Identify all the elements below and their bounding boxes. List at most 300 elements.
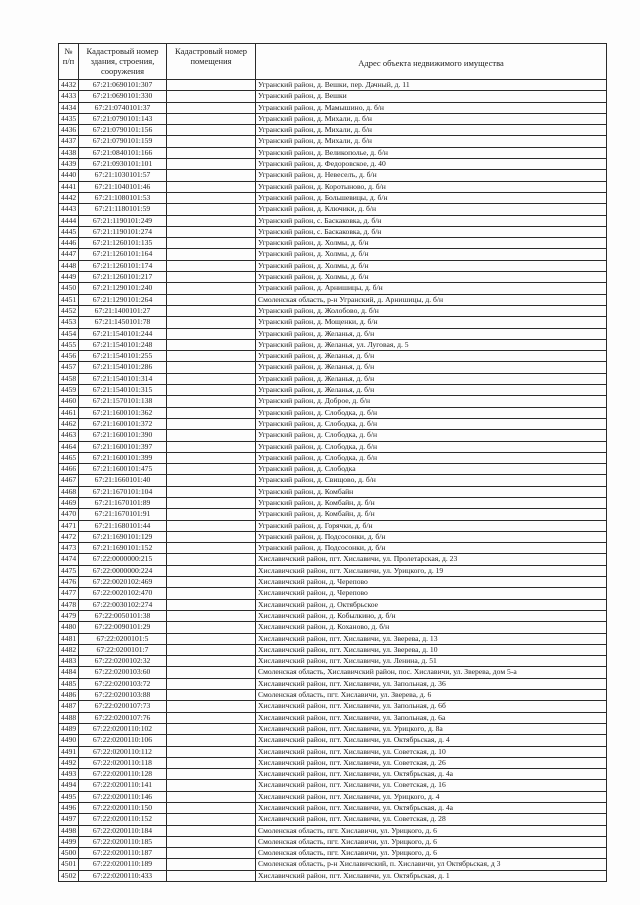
- cadastral-room-number: [167, 701, 256, 712]
- property-address: Угранский район, д. Комбайн, д. б/н: [256, 509, 607, 520]
- property-address: Смоленская область, пгт. Хиславичи, ул. Зверева, д. 6: [256, 690, 607, 701]
- table-row: [59, 690, 607, 701]
- property-address: Смоленская область, пгт. Хиславичи, ул. Урицкого, д. 6: [256, 836, 607, 847]
- cadastral-building-number: 67:22:0200110:146: [79, 791, 167, 802]
- property-address: Хиславичский район, пгт. Хиславичи, ул. Зверева, д. 13: [256, 633, 607, 644]
- cadastral-building-number: 67:21:1030101:57: [79, 170, 167, 181]
- cadastral-building-number: 67:21:0690101:307: [79, 80, 167, 91]
- cadastral-building-number: 67:21:1670101:91: [79, 509, 167, 520]
- table-row: [59, 418, 607, 429]
- table-row: [59, 475, 607, 486]
- table-row: [59, 712, 607, 723]
- table-row: [59, 125, 607, 136]
- property-address: Угранский район, д. Комбайн: [256, 486, 607, 497]
- cadastral-building-number: 67:21:1190101:274: [79, 226, 167, 237]
- cadastral-room-number: [167, 452, 256, 463]
- property-address: Угранский район, д. Слободка, д. б/н: [256, 441, 607, 452]
- cadastral-room-number: [167, 147, 256, 158]
- table-row: [59, 486, 607, 497]
- cadastral-room-number: [167, 859, 256, 870]
- cadastral-building-number: 67:21:1600101:475: [79, 464, 167, 475]
- row-number: 4458: [59, 373, 79, 384]
- cadastral-building-number: 67:21:1190101:249: [79, 215, 167, 226]
- row-number: 4442: [59, 192, 79, 203]
- cadastral-building-number: 67:22:0020102:469: [79, 577, 167, 588]
- row-number: 4498: [59, 825, 79, 836]
- cadastral-room-number: [167, 622, 256, 633]
- row-number: 4493: [59, 769, 79, 780]
- row-number: 4461: [59, 407, 79, 418]
- property-address: Угранский район, д. Слободка, д. б/н: [256, 418, 607, 429]
- row-number: 4462: [59, 418, 79, 429]
- table-row: [59, 746, 607, 757]
- row-number: 4480: [59, 622, 79, 633]
- property-address: Хиславичский район, д. Октябрьское: [256, 599, 607, 610]
- table-row: [59, 859, 607, 870]
- table-row: [59, 723, 607, 734]
- cadastral-building-number: 67:21:0840101:166: [79, 147, 167, 158]
- cadastral-building-number: 67:22:0200110:141: [79, 780, 167, 791]
- cadastral-room-number: [167, 125, 256, 136]
- property-address: Угранский район, д. Холмы, д. б/н: [256, 260, 607, 271]
- row-number: 4490: [59, 735, 79, 746]
- table-row: [59, 305, 607, 316]
- row-number: 4475: [59, 565, 79, 576]
- cadastral-building-number: 67:22:0200103:88: [79, 690, 167, 701]
- table-row: [59, 554, 607, 565]
- row-number: 4446: [59, 238, 79, 249]
- row-number: 4495: [59, 791, 79, 802]
- table-row: [59, 373, 607, 384]
- row-number: 4455: [59, 339, 79, 350]
- cadastral-room-number: [167, 599, 256, 610]
- property-address: Угранский район, д. Слободка: [256, 464, 607, 475]
- table-header: [59, 44, 607, 80]
- property-address: Угранский район, д. Подсосонки, д. б/н: [256, 531, 607, 542]
- cadastral-room-number: [167, 565, 256, 576]
- row-number: 4435: [59, 113, 79, 124]
- cadastral-room-number: [167, 486, 256, 497]
- row-number: 4454: [59, 328, 79, 339]
- row-number: 4439: [59, 159, 79, 170]
- cadastral-room-number: [167, 80, 256, 91]
- cadastral-room-number: [167, 170, 256, 181]
- cadastral-building-number: 67:22:0200110:433: [79, 870, 167, 881]
- row-number: 4477: [59, 588, 79, 599]
- property-address: Угранский район, д. Михали, д. б/н: [256, 125, 607, 136]
- table-row: [59, 757, 607, 768]
- cadastral-room-number: [167, 260, 256, 271]
- row-number: 4491: [59, 746, 79, 757]
- cadastral-room-number: [167, 102, 256, 113]
- header-cadastral-building: Кадастровый номер здания, строения, сооружения: [79, 44, 167, 80]
- table-row: [59, 430, 607, 441]
- property-address: Угранский район, д. Ключики, д. б/н: [256, 204, 607, 215]
- table-row: [59, 260, 607, 271]
- table-row: [59, 317, 607, 328]
- row-number: 4465: [59, 452, 79, 463]
- table-row: [59, 610, 607, 621]
- table-row: [59, 622, 607, 633]
- property-address: Угранский район, д. Михали, д. б/н: [256, 136, 607, 147]
- cadastral-building-number: 67:22:0200110:118: [79, 757, 167, 768]
- cadastral-room-number: [167, 91, 256, 102]
- cadastral-building-number: 67:21:1690101:129: [79, 531, 167, 542]
- property-address: Хиславичский район, пгт. Хиславичи, ул. Запольная, д. 6а: [256, 712, 607, 723]
- row-number: 4450: [59, 283, 79, 294]
- cadastral-building-number: 67:21:1290101:240: [79, 283, 167, 294]
- row-number: 4499: [59, 836, 79, 847]
- table-row: [59, 102, 607, 113]
- table-row: [59, 701, 607, 712]
- cadastral-building-number: 67:21:1260101:135: [79, 238, 167, 249]
- cadastral-building-number: 67:21:1540101:286: [79, 362, 167, 373]
- row-number: 4484: [59, 667, 79, 678]
- table-row: [59, 238, 607, 249]
- table-row: [59, 497, 607, 508]
- property-address: Хиславичский район, пгт. Хиславичи, ул. Советская, д. 10: [256, 746, 607, 757]
- cadastral-room-number: [167, 554, 256, 565]
- cadastral-room-number: [167, 238, 256, 249]
- cadastral-room-number: [167, 407, 256, 418]
- row-number: 4457: [59, 362, 79, 373]
- cadastral-room-number: [167, 181, 256, 192]
- header-cadastral-room: Кадастровый номер помещения: [167, 44, 256, 80]
- row-number: 4483: [59, 656, 79, 667]
- cadastral-room-number: [167, 870, 256, 881]
- cadastral-building-number: 67:21:0930101:101: [79, 159, 167, 170]
- property-address: Смоленская область, пгт. Хиславичи, ул. Урицкого, д. 6: [256, 825, 607, 836]
- cadastral-room-number: [167, 351, 256, 362]
- cadastral-room-number: [167, 543, 256, 554]
- cadastral-building-number: 67:22:0200101:5: [79, 633, 167, 644]
- cadastral-building-number: 67:22:0200110:189: [79, 859, 167, 870]
- property-address: Хиславичский район, пгт. Хиславичи, ул. Октябрьская, д. 4а: [256, 769, 607, 780]
- property-address: Угранский район, д. Вешки: [256, 91, 607, 102]
- row-number: 4488: [59, 712, 79, 723]
- property-address: Угранский район, д. Мощенки, д. б/н: [256, 317, 607, 328]
- row-number: 4436: [59, 125, 79, 136]
- cadastral-room-number: [167, 317, 256, 328]
- row-number: 4497: [59, 814, 79, 825]
- row-number: 4443: [59, 204, 79, 215]
- table-row: [59, 780, 607, 791]
- property-address: Хиславичский район, пгт. Хиславичи, ул. Октябрьская, д. 1: [256, 870, 607, 881]
- property-address: Угранский район, д. Арнишицы, д. б/н: [256, 283, 607, 294]
- property-address: Угранский район, д. Федоровское, д. 40: [256, 159, 607, 170]
- header-number: № п/п: [59, 44, 79, 80]
- property-address: Хиславичский район, пгт. Хиславичи, ул. Октябрьская, д. 4а: [256, 803, 607, 814]
- cadastral-building-number: 67:21:1670101:89: [79, 497, 167, 508]
- row-number: 4464: [59, 441, 79, 452]
- cadastral-room-number: [167, 531, 256, 542]
- table-row: [59, 848, 607, 859]
- cadastral-building-number: 67:22:0050101:38: [79, 610, 167, 621]
- row-number: 4432: [59, 80, 79, 91]
- cadastral-building-number: 67:22:0020102:470: [79, 588, 167, 599]
- header-address: Адрес объекта недвижимого имущества: [256, 44, 607, 80]
- cadastral-room-number: [167, 249, 256, 260]
- table-row: [59, 656, 607, 667]
- table-row: [59, 396, 607, 407]
- row-number: 4463: [59, 430, 79, 441]
- cadastral-room-number: [167, 848, 256, 859]
- row-number: 4486: [59, 690, 79, 701]
- table-row: [59, 385, 607, 396]
- table-row: [59, 362, 607, 373]
- property-address: Угранский район, д. Михали, д. б/н: [256, 113, 607, 124]
- table-row: [59, 644, 607, 655]
- row-number: 4502: [59, 870, 79, 881]
- cadastral-building-number: 67:22:0200110:112: [79, 746, 167, 757]
- cadastral-room-number: [167, 520, 256, 531]
- property-register-table: [58, 43, 607, 882]
- property-address: Угранский район, д. Холмы, д. б/н: [256, 249, 607, 260]
- row-number: 4459: [59, 385, 79, 396]
- table-row: [59, 791, 607, 802]
- table-row: [59, 294, 607, 305]
- cadastral-building-number: 67:21:1600101:362: [79, 407, 167, 418]
- property-address: Хиславичский район, пгт. Хиславичи, ул. Урицкого, д. 19: [256, 565, 607, 576]
- property-address: Угранский район, д. Горячки, д. б/н: [256, 520, 607, 531]
- table-row: [59, 91, 607, 102]
- property-address: Хиславичский район, пгт. Хиславичи, ул. Октябрьская, д. 4: [256, 735, 607, 746]
- property-address: Угранский район, д. Подсосонки, д. б/н: [256, 543, 607, 554]
- table-row: [59, 351, 607, 362]
- property-address: Смоленская область, пгт. Хиславичи, ул. Урицкого, д. 6: [256, 848, 607, 859]
- cadastral-room-number: [167, 430, 256, 441]
- property-address: Угранский район, д. Доброе, д. б/н: [256, 396, 607, 407]
- cadastral-building-number: 67:21:0690101:330: [79, 91, 167, 102]
- row-number: 4487: [59, 701, 79, 712]
- row-number: 4467: [59, 475, 79, 486]
- table-row: [59, 769, 607, 780]
- table-row: [59, 136, 607, 147]
- property-address: Угранский район, д. Слободка, д. б/н: [256, 430, 607, 441]
- cadastral-room-number: [167, 588, 256, 599]
- cadastral-building-number: 67:22:0200110:185: [79, 836, 167, 847]
- property-address: Угранский район, д. Слободка, д. б/н: [256, 407, 607, 418]
- cadastral-building-number: 67:22:0200101:7: [79, 644, 167, 655]
- table-row: [59, 531, 607, 542]
- property-address: Угранский район, с. Баскаковка, д. б/н: [256, 226, 607, 237]
- cadastral-room-number: [167, 723, 256, 734]
- cadastral-room-number: [167, 656, 256, 667]
- cadastral-building-number: 67:21:1450101:78: [79, 317, 167, 328]
- cadastral-room-number: [167, 294, 256, 305]
- table-row: [59, 520, 607, 531]
- table-row: [59, 80, 607, 91]
- property-address: Угранский район, д. Коротыново, д. б/н: [256, 181, 607, 192]
- property-address: Угранский район, д. Комбайн, д. б/н: [256, 497, 607, 508]
- cadastral-building-number: 67:22:0200102:32: [79, 656, 167, 667]
- cadastral-room-number: [167, 328, 256, 339]
- property-address: Угранский район, д. Вешки, пер. Дачный, д. 11: [256, 80, 607, 91]
- row-number: 4437: [59, 136, 79, 147]
- table-row: [59, 113, 607, 124]
- cadastral-building-number: 67:21:1600101:390: [79, 430, 167, 441]
- cadastral-building-number: 67:22:0200110:128: [79, 769, 167, 780]
- cadastral-building-number: 67:21:1540101:315: [79, 385, 167, 396]
- table-row: [59, 407, 607, 418]
- cadastral-building-number: 67:21:1540101:248: [79, 339, 167, 350]
- cadastral-building-number: 67:22:0000000:224: [79, 565, 167, 576]
- cadastral-building-number: 67:21:1540101:314: [79, 373, 167, 384]
- table-row: [59, 588, 607, 599]
- property-address: Угранский район, д. Желанья, ул. Луговая, д. 5: [256, 339, 607, 350]
- cadastral-room-number: [167, 464, 256, 475]
- property-address: Угранский район, д. Желанья, д. б/н: [256, 385, 607, 396]
- property-address: Хиславичский район, пгт. Хиславичи, ул. Урицкого, д. 8а: [256, 723, 607, 734]
- table-row: [59, 441, 607, 452]
- cadastral-building-number: 67:21:1260101:217: [79, 272, 167, 283]
- cadastral-building-number: 67:21:1080101:53: [79, 192, 167, 203]
- property-address: Угранский район, д. Великополье, д. б/н: [256, 147, 607, 158]
- cadastral-room-number: [167, 814, 256, 825]
- cadastral-room-number: [167, 339, 256, 350]
- cadastral-building-number: 67:21:0740101:37: [79, 102, 167, 113]
- table-row: [59, 825, 607, 836]
- cadastral-room-number: [167, 283, 256, 294]
- property-address: Смоленская область, р-н Угранский, д. Арнишицы, д. б/н: [256, 294, 607, 305]
- property-address: Угранский район, д. Жолобово, д. б/н: [256, 305, 607, 316]
- row-number: 4469: [59, 497, 79, 508]
- row-number: 4481: [59, 633, 79, 644]
- table-row: [59, 464, 607, 475]
- cadastral-building-number: 67:21:1600101:399: [79, 452, 167, 463]
- cadastral-room-number: [167, 441, 256, 452]
- table-row: [59, 509, 607, 520]
- cadastral-building-number: 67:22:0200110:106: [79, 735, 167, 746]
- row-number: 4478: [59, 599, 79, 610]
- table-row: [59, 836, 607, 847]
- cadastral-building-number: 67:21:1690101:152: [79, 543, 167, 554]
- property-address: Угранский район, д. Желанья, д. б/н: [256, 351, 607, 362]
- table-row: [59, 204, 607, 215]
- cadastral-room-number: [167, 159, 256, 170]
- cadastral-room-number: [167, 803, 256, 814]
- property-address: Смоленская область, Хиславичский район, пос. Хиславичи, ул. Зверева, дом 5-а: [256, 667, 607, 678]
- cadastral-building-number: 67:21:1670101:104: [79, 486, 167, 497]
- cadastral-building-number: 67:21:0790101:156: [79, 125, 167, 136]
- table-row: [59, 181, 607, 192]
- row-number: 4453: [59, 317, 79, 328]
- property-address: Хиславичский район, пгт. Хиславичи, ул. Запольная, д. 36: [256, 678, 607, 689]
- cadastral-room-number: [167, 825, 256, 836]
- cadastral-room-number: [167, 791, 256, 802]
- row-number: 4452: [59, 305, 79, 316]
- property-address: Хиславичский район, пгт. Хиславичи, ул. Ленина, д. 51: [256, 656, 607, 667]
- table-row: [59, 215, 607, 226]
- cadastral-building-number: 67:21:1600101:372: [79, 418, 167, 429]
- cadastral-building-number: 67:22:0000000:215: [79, 554, 167, 565]
- property-address: Хиславичский район, пгт. Хиславичи, ул. Советская, д. 26: [256, 757, 607, 768]
- cadastral-building-number: 67:22:0200107:76: [79, 712, 167, 723]
- cadastral-room-number: [167, 136, 256, 147]
- table-row: [59, 814, 607, 825]
- cadastral-room-number: [167, 192, 256, 203]
- cadastral-room-number: [167, 418, 256, 429]
- cadastral-building-number: 67:21:1290101:264: [79, 294, 167, 305]
- row-number: 4501: [59, 859, 79, 870]
- table-row: [59, 633, 607, 644]
- row-number: 4447: [59, 249, 79, 260]
- property-address: Угранский район, д. Желанья, д. б/н: [256, 328, 607, 339]
- property-address: Хиславичский район, пгт. Хиславичи, ул. Советская, д. 28: [256, 814, 607, 825]
- cadastral-room-number: [167, 757, 256, 768]
- table-row: [59, 577, 607, 588]
- table-row: [59, 599, 607, 610]
- table-row: [59, 170, 607, 181]
- table-row: [59, 159, 607, 170]
- property-address: Угранский район, д. Невеселъ, д. б/н: [256, 170, 607, 181]
- table-row: [59, 226, 607, 237]
- cadastral-room-number: [167, 735, 256, 746]
- property-address: Хиславичский район, пгт. Хиславичи, ул. Запольная, д. 6б: [256, 701, 607, 712]
- cadastral-room-number: [167, 509, 256, 520]
- cadastral-building-number: 67:21:1540101:255: [79, 351, 167, 362]
- cadastral-building-number: 67:21:1570101:138: [79, 396, 167, 407]
- table-row: [59, 192, 607, 203]
- cadastral-building-number: 67:22:0200103:60: [79, 667, 167, 678]
- cadastral-room-number: [167, 690, 256, 701]
- property-address: Хиславичский район, д. Черепово: [256, 588, 607, 599]
- row-number: 4470: [59, 509, 79, 520]
- cadastral-room-number: [167, 385, 256, 396]
- table-row: [59, 272, 607, 283]
- table-row: [59, 249, 607, 260]
- table-row: [59, 803, 607, 814]
- row-number: 4451: [59, 294, 79, 305]
- property-address: Угранский район, д. Желанья, д. б/н: [256, 362, 607, 373]
- cadastral-room-number: [167, 712, 256, 723]
- cadastral-room-number: [167, 204, 256, 215]
- property-address: Угранский район, д. Холмы, д. б/н: [256, 238, 607, 249]
- table-row: [59, 283, 607, 294]
- cadastral-room-number: [167, 610, 256, 621]
- row-number: 4471: [59, 520, 79, 531]
- row-number: 4456: [59, 351, 79, 362]
- row-number: 4489: [59, 723, 79, 734]
- table-row: [59, 147, 607, 158]
- row-number: 4438: [59, 147, 79, 158]
- cadastral-room-number: [167, 644, 256, 655]
- cadastral-building-number: 67:21:0790101:159: [79, 136, 167, 147]
- cadastral-room-number: [167, 497, 256, 508]
- property-address: Смоленская область, р-н Хиславичский, п. Хиславичи, ул Октябрьская, д 3: [256, 859, 607, 870]
- table-row: [59, 543, 607, 554]
- row-number: 4500: [59, 848, 79, 859]
- row-number: 4476: [59, 577, 79, 588]
- cadastral-room-number: [167, 780, 256, 791]
- table-row: [59, 565, 607, 576]
- cadastral-building-number: 67:21:1260101:164: [79, 249, 167, 260]
- cadastral-building-number: 67:21:1660101:40: [79, 475, 167, 486]
- cadastral-building-number: 67:22:0200110:187: [79, 848, 167, 859]
- cadastral-room-number: [167, 215, 256, 226]
- row-number: 4449: [59, 272, 79, 283]
- cadastral-building-number: 67:21:1600101:397: [79, 441, 167, 452]
- property-address: Хиславичский район, д. Коханово, д. б/н: [256, 622, 607, 633]
- cadastral-room-number: [167, 678, 256, 689]
- cadastral-building-number: 67:22:0200110:152: [79, 814, 167, 825]
- row-number: 4448: [59, 260, 79, 271]
- cadastral-room-number: [167, 113, 256, 124]
- cadastral-building-number: 67:22:0200110:150: [79, 803, 167, 814]
- cadastral-room-number: [167, 305, 256, 316]
- row-number: 4482: [59, 644, 79, 655]
- cadastral-building-number: 67:21:1680101:44: [79, 520, 167, 531]
